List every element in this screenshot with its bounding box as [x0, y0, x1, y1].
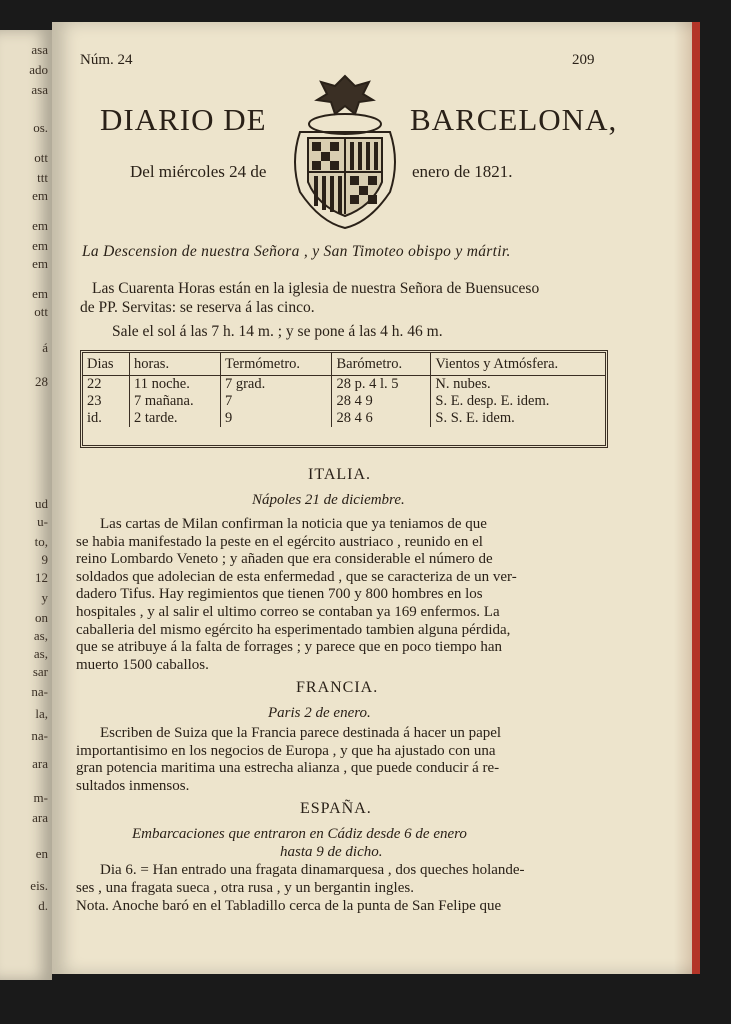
cell-dia: id.	[87, 410, 102, 426]
page-edge-shadow	[674, 22, 692, 974]
left-page-fragment: em	[32, 238, 48, 253]
left-page-fragment: eis.	[30, 878, 48, 893]
article-line: Dia 6. = Han entrado una fragata dinamarquesa , dos queches holande-	[100, 862, 525, 878]
left-page-fragment: na-	[31, 684, 48, 699]
article-line: sultados inmensos.	[76, 777, 190, 794]
date-left: Del miércoles 24 de	[130, 162, 267, 181]
cell-dia: 22	[87, 376, 102, 392]
left-page-fragment: 12	[35, 570, 48, 585]
header-horas: horas.	[130, 353, 221, 376]
table-row	[83, 410, 605, 427]
left-page-fragment: as,	[33, 628, 48, 643]
left-page-fragment: ara	[32, 810, 48, 825]
cell-barometro: 28 p. 4 l. 5	[332, 376, 431, 394]
forty-hours-line-1: Las Cuarenta Horas están en la iglesia de nuestra Señora de Buensuceso	[92, 280, 540, 297]
left-page-fragment: ott	[34, 150, 48, 165]
article-line: reino Lombardo Veneto ; y añaden que era considerable el número de	[76, 551, 493, 568]
left-page-fragment: ara	[32, 756, 48, 771]
cell-barometro: 28 4 9	[332, 393, 431, 410]
article-line: Las cartas de Milan confirman la noticia que ya teniamos de que	[100, 516, 487, 532]
cell-barometro: 28 4 6	[332, 410, 431, 427]
left-page-fragment: to,	[34, 534, 48, 549]
page-number: 209	[572, 52, 595, 68]
cell-vientos: N. nubes.	[431, 376, 605, 394]
espana-subheading-2: hasta 9 de dicho.	[280, 844, 383, 860]
left-page-fragment: em	[32, 286, 48, 301]
weather-table	[80, 350, 608, 448]
article-line: importantisimo en los negocios de Europa , y que ha ajustado con una	[76, 742, 496, 759]
left-page-fragment: á	[42, 340, 48, 355]
left-page-fragment: sar	[32, 664, 48, 679]
left-page-fragment: d.	[38, 898, 48, 913]
masthead-right: BARCELONA,	[410, 102, 618, 137]
header-dias: Dias	[83, 353, 130, 376]
article-line: ses , una fragata sueca , otra rusa , y un bergantin ingles.	[76, 880, 414, 896]
saints-of-day: La Descension de nuestra Señora , y San Timoteo obispo y mártir.	[82, 243, 511, 260]
left-page-fragment: y	[41, 590, 48, 605]
left-page-fragment: en	[35, 846, 48, 861]
masthead-left: DIARIO DE	[100, 102, 267, 137]
left-page-fragment: em	[32, 218, 48, 233]
issue-number: Núm. 24	[80, 52, 133, 68]
forty-hours-line-2: de PP. Servitas: se reserva á las cinco.	[80, 299, 315, 316]
heading-italia: ITALIA.	[308, 466, 372, 483]
article-line: que se atribuye á la falta de forrages ; y parece que en poco tiempo han	[76, 639, 503, 656]
left-page-fragment: em	[32, 256, 48, 271]
article-line: muerto 1500 caballos.	[76, 656, 209, 673]
left-page-fragment: u-	[37, 514, 48, 529]
date-right: enero de 1821.	[412, 162, 513, 181]
article-line: Nota. Anoche baró en el Tabladillo cerca de la punta de San Felipe que	[76, 898, 502, 914]
article-line: gran potencia maritima una estrecha alianza , que puede conducir á re-	[76, 760, 500, 777]
left-page-fragment: m-	[33, 790, 48, 805]
left-page-fragment: la,	[35, 706, 48, 721]
article-line: se habia manifestado la peste en el egército austriaco , reunido en el	[76, 533, 483, 550]
table-row	[83, 376, 605, 394]
left-page-fragment: ott	[34, 304, 48, 319]
heading-espana: ESPAÑA.	[300, 800, 372, 817]
cell-dia: 23	[87, 393, 102, 409]
header-vientos: Vientos y Atmósfera.	[431, 353, 605, 376]
left-page-edge	[0, 30, 52, 980]
cell-hora: 2 tarde.	[130, 410, 221, 427]
dateline-napoles: Nápoles 21 de diciembre.	[252, 492, 405, 508]
left-page-fragment: ud	[35, 496, 48, 511]
cell-hora: 11 noche.	[130, 376, 221, 394]
article-line: caballeria del mismo egército ha esperimentado tambien alguna pérdida,	[76, 621, 511, 638]
article-line: Escriben de Suiza que la Francia parece destinada á hacer un papel	[100, 725, 502, 741]
article-line: soldados que adolecian de esta enfermedad , que se caracteriza de un ver-	[76, 568, 517, 585]
weather-header-row	[83, 353, 605, 376]
left-page-fragment: ttt	[37, 170, 48, 185]
cell-termometro: 7	[220, 393, 332, 410]
left-page-fragment: 9	[41, 552, 48, 567]
left-page-fragment: asa	[31, 82, 48, 97]
heading-francia: FRANCIA.	[296, 679, 379, 696]
article-line: hospitales , y al salir el ultimo correo se contaban ya 169 enfermos. La	[76, 604, 500, 620]
header-barometro: Barómetro.	[332, 353, 431, 376]
sun-times: Sale el sol á las 7 h. 14 m. ; y se pone á las 4 h. 46 m.	[112, 323, 443, 340]
espana-subheading-1: Embarcaciones que entraron en Cádiz desde 6 de enero	[132, 826, 467, 842]
article-line: dadero Tifus. Hay regimientos que tienen 700 y 800 hombres en los	[76, 586, 483, 603]
coat-of-arms-icon	[286, 72, 404, 232]
dateline-paris: Paris 2 de enero.	[268, 705, 371, 721]
cell-vientos: S. S. E. idem.	[431, 410, 605, 427]
newspaper-page	[52, 22, 700, 974]
cell-hora: 7 mañana.	[130, 393, 221, 410]
table-row	[83, 393, 605, 410]
header-termometro: Termómetro.	[220, 353, 332, 376]
left-page-fragment: as,	[33, 646, 48, 661]
cell-termometro: 9	[220, 410, 332, 427]
left-page-fragment: em	[32, 188, 48, 203]
left-page-fragment: asa	[31, 42, 48, 57]
left-page-fragment: na-	[31, 728, 48, 743]
left-page-fragment: ado	[29, 62, 48, 77]
cell-vientos: S. E. desp. E. idem.	[431, 393, 605, 410]
left-page-fragment: 28	[35, 374, 48, 389]
left-page-fragment: os.	[33, 120, 48, 135]
left-page-fragment: on	[35, 610, 48, 625]
cell-termometro: 7 grad.	[220, 376, 332, 394]
